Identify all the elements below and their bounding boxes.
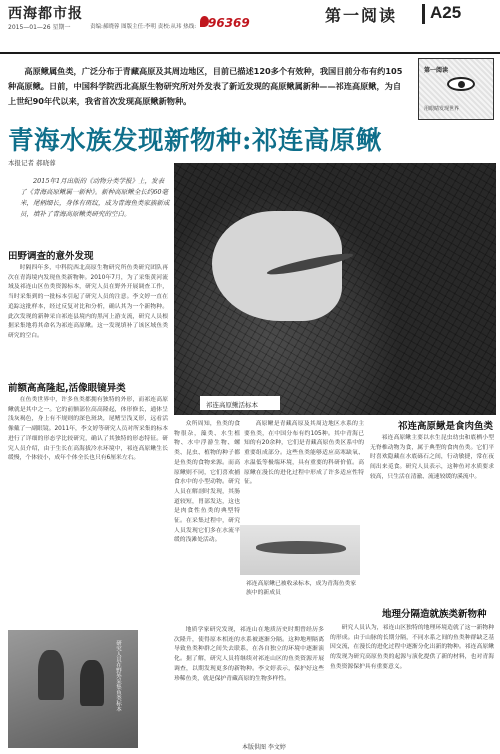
column-logo-caption: 用眼睛发现世界 [424,106,460,112]
section-heading: 祁连高原鳅是食肉鱼类 [398,421,494,432]
section-heading: 前额高高隆起,活像眼镜异类 [8,383,126,394]
intro-paragraph: 2015年1月出版的《动物分类学报》上，发表了《青海高原鳅属一新种》。新种高原鳅全长约60毫米，尾柄细长，身体有斑纹，成为青海鱼类家族新成员，填补了青海高原鳅类研究的空白。 [20,177,170,218]
column-logo [418,58,494,120]
photo-credit: 本版供图 李文婷 [242,744,286,751]
section-body: 在鱼类世界中，许多鱼类都拥有独特的外形，而祁连高原鳅就是其中之一。它的前额部位高高隆起，体形修长，通体呈浅灰褐色，身上有不规则的深色斑块，尾鳍呈浅叉形，远看活像戴了一副眼镜。2011年，李文婷等研究人员对所采集的标本进行了详细的形态学比较研究，确认了其独特的形态特征。研究人员介绍，由于生长在高海拔冷水环境中，祁连高原鳅生长缓慢，个体较小，成年个体全长也只有6厘米左右。 [8,397,168,462]
main-photo [174,163,496,415]
section-heading: 田野调查的意外发现 [8,251,94,262]
column-logo-title: 第一阅读 [424,67,449,74]
paper-name: 西海都市报 [8,6,83,22]
section-body: 时隔四年多，中科院西北高原生物研究所鱼类研究团队再次在青海境内发现鱼类新物种。2010年7月，为了采集黄河流域及祁连山区鱼类资源标本，研究人员在野外开展调查工作，当时采集到的一批标本引起了研究人员的注意。李文婷一直在追踪这批样本，经过反复对比和分析，确认其为一个新物种。此次发现的新种采自祁连县境内的黑河上游支流，研究人员根据采集地将其命名为祁连高原鳅。这一发现填补了该区域鱼类研究的空白。 [8,265,168,339]
middle-column-text: 地质学家研究发现，祁连山在地质历史时期曾经历多次隆升，使得原本相连的水系被逐渐分隔。这种地理隔离导致鱼类种群之间失去联系，在各自独立的环境中逐渐演化。据了解，研究人员将继续对祁连山区的鱼类资源开展调查，以期发现更多的新物种。李文婷表示，保护好这些珍稀鱼类，就是保护青藏高原的生物多样性。 [174,627,324,682]
dept-line: 责编:郝晓蓉 图版主任:李明 责校:从玮 热线: [90,24,197,30]
eye-icon [447,77,475,91]
fish-specimen-shape [256,541,346,554]
fish-specimen-photo [240,525,360,575]
middle-column-text: 高原鳅是青藏高原及其周边地区水系的主要鱼类，在中国分布有约105种。其中青海已知的有20余种，它们是青藏高原鱼类区系中的重要组成部分。这些鱼类能够适应高寒缺氧、水温低等极端环境，具有重要的科研价值。高原鳅在漫长的进化过程中形成了许多适应性特征。 [244,421,364,486]
section-heading: 地理分隔造就族类新物种 [382,609,487,620]
person-shape [38,650,64,700]
field-photo-caption: 研究人员在野外采集鱼类标本 [115,640,121,712]
page-number: A25 [430,3,462,22]
fish-photo-caption: 祁连高原鳅已被收录标本，成为青海鱼类家族中的新成员 [246,581,357,596]
hotline-number: 96369 [208,16,250,30]
section-body: 研究人员认为，祁连山区独特的地理环境造就了这一新物种的形成。由于山脉的长期分隔，不同水系之间的鱼类种群缺乏基因交流，在漫长的进化过程中逐渐分化出新的物种。祁连高原鳅的发现为研究高原鱼类的起源与演化提供了新的材料，也对青海鱼类资源保护具有重要意义。 [330,625,494,670]
headline: 青海水族发现新物种:祁连高原鳅 [8,126,382,156]
section-title: 第一阅读 [325,6,398,25]
issue-date: 2015—01—26 星期一 [8,24,71,31]
masthead [0,0,500,54]
person-shape [80,660,104,706]
page-divider [422,4,425,24]
middle-column-text: 众所周知，鱼类的食物很杂，藻类、水生植物、水中浮游生物、螺类、昆虫、植物的种子都是鱼类的食物来源。而高原鳅则不同，它们喜欢捕食水中的小型动物。研究人员在解剖时发现，其肠道较短，胃部发达，这也是肉食性鱼类的典型特征。在采集过程中，研究人员发现它们多在水流平缓的浅滩处活动。 [174,421,240,544]
lead-paragraph: 高原鳅属鱼类，广泛分布于青藏高原及其周边地区，目前已描述120多个有效种，我国目前分布有约105种高原鳅。日前，中国科学院西北高原生物研究所对外发表了新近发现的高原鳅属新种——祁连高原鳅，为自上世纪90年代以来，我省首次发现高原鳅新物种。 [8,66,403,106]
photo-caption: 祁连高原鳅活标本 [206,401,258,409]
section-body: 祁连高原鳅主要以水生昆虫幼虫和底栖小型无脊椎动物为食，属于典型的食肉鱼类。它们平时喜欢隐藏在水底砾石之间，行动敏捷，常在夜间出来觅食。研究人员表示，这种鱼对水质要求较高，只生活在清澈、流速较缓的溪流中。 [370,435,494,480]
byline: 本报记者 郝晓蓉 [8,159,56,167]
